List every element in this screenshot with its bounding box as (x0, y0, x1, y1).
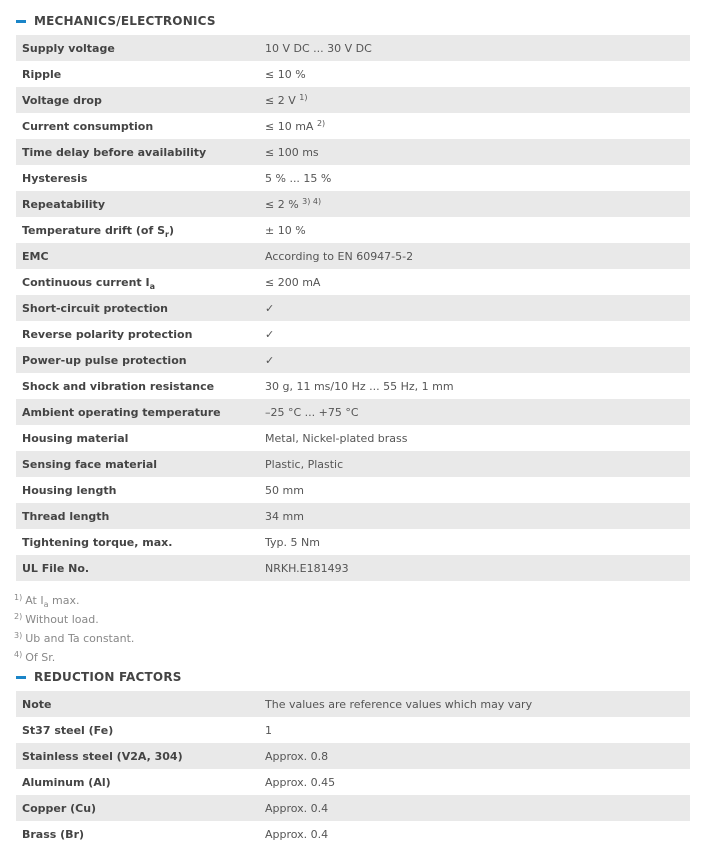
table-row (16, 555, 690, 581)
spec-value-text: 1 (265, 723, 272, 737)
spec-label (16, 191, 265, 217)
table-row (16, 87, 690, 113)
spec-label-text: Aluminum (Al) (22, 775, 111, 789)
spec-value (265, 399, 690, 425)
reduction-table (16, 691, 690, 847)
spec-label (16, 399, 265, 425)
spec-label (16, 821, 265, 847)
spec-label (16, 35, 265, 61)
spec-value (265, 717, 690, 743)
spec-label-subscript: r (165, 229, 169, 239)
table-row (16, 795, 690, 821)
spec-label-text: Ambient operating temperature (22, 405, 221, 419)
spec-value (265, 191, 690, 217)
footnote-text: Of Sr. (25, 651, 56, 664)
table-row (16, 503, 690, 529)
spec-value (265, 35, 690, 61)
spec-label-text: Short-circuit protection (22, 301, 168, 315)
spec-value-text: 50 mm (265, 483, 304, 497)
spec-label-text: Supply voltage (22, 41, 115, 55)
spec-label-text: UL File No. (22, 561, 90, 575)
footnote-text: Without load. (25, 613, 99, 626)
spec-label-text: Brass (Br) (22, 827, 85, 841)
spec-label-text: Thread length (22, 509, 110, 523)
spec-value-text: 34 mm (265, 509, 304, 523)
table-row (16, 399, 690, 425)
mechanics-table (16, 35, 690, 581)
spec-label-suffix: ) (168, 223, 175, 237)
table-row (16, 477, 690, 503)
spec-label (16, 269, 265, 295)
reduction-section-title: REDUCTION FACTORS (34, 670, 182, 684)
spec-label-text: Copper (Cu) (22, 801, 97, 815)
footnote-subscript: a (43, 600, 49, 609)
spec-value-text: ≤ 2 V (265, 93, 296, 107)
table-row (16, 35, 690, 61)
table-row (16, 743, 690, 769)
spec-label-text: Sensing face material (22, 457, 158, 471)
spec-value (265, 691, 690, 717)
spec-value-text: ≤ 10 % (265, 67, 306, 81)
footnote-ref: 3) 4) (302, 196, 322, 206)
reduction-section-header (16, 667, 182, 687)
spec-value-text: ✓ (265, 327, 275, 341)
table-row (16, 529, 690, 555)
spec-label-text: Temperature drift (of S (22, 223, 166, 237)
spec-label (16, 743, 265, 769)
spec-label (16, 217, 265, 243)
spec-label-text: Continuous current I (22, 275, 150, 289)
spec-value (265, 347, 690, 373)
footnote-suffix: max. (48, 594, 80, 607)
table-row (16, 691, 690, 717)
mechanics-section-title: MECHANICS/ELECTRONICS (34, 14, 216, 28)
spec-label-text: Hysteresis (22, 171, 88, 185)
table-row (16, 321, 690, 347)
footnote-ref: 2) (316, 118, 326, 128)
spec-value (265, 269, 690, 295)
table-row (16, 769, 690, 795)
footnote-number: 4) (14, 650, 23, 659)
table-row (16, 295, 690, 321)
spec-value (265, 555, 690, 581)
spec-value (265, 373, 690, 399)
footnote (14, 628, 134, 647)
footnote-text: Ub and Ta constant. (25, 632, 135, 645)
spec-label (16, 529, 265, 555)
spec-value (265, 165, 690, 191)
section-dash-icon (16, 676, 26, 679)
spec-label-text: Repeatability (22, 197, 105, 211)
spec-value (265, 795, 690, 821)
spec-value-text: ✓ (265, 301, 275, 315)
spec-value-text: ≤ 10 mA (265, 119, 314, 133)
spec-value-text: Approx. 0.4 (265, 827, 329, 841)
spec-label-text: St37 steel (Fe) (22, 723, 114, 737)
spec-label-text: Power-up pulse protection (22, 353, 187, 367)
spec-label-subscript: a (149, 281, 155, 291)
spec-value-text: ± 10 % (265, 223, 306, 237)
section-dash-icon (16, 20, 26, 23)
spec-value-text: ≤ 100 ms (265, 145, 319, 159)
spec-value-text: According to EN 60947-5-2 (265, 249, 414, 263)
spec-label (16, 451, 265, 477)
spec-value-text: 30 g, 11 ms/10 Hz ... 55 Hz, 1 mm (265, 379, 454, 393)
spec-label-text: Housing material (22, 431, 129, 445)
footnote-number: 1) (14, 593, 23, 602)
footnote (14, 590, 134, 609)
footnote-ref: 1) (299, 92, 308, 102)
spec-label-text: Current consumption (22, 119, 154, 133)
spec-value (265, 451, 690, 477)
spec-value (265, 769, 690, 795)
spec-label (16, 321, 265, 347)
spec-label (16, 717, 265, 743)
spec-value-text: ≤ 200 mA (265, 275, 321, 289)
mechanics-section-header (16, 11, 216, 31)
spec-value-text: 5 % ... 15 % (265, 171, 332, 185)
spec-value-text: NRKH.E181493 (265, 561, 349, 575)
spec-label (16, 769, 265, 795)
spec-value (265, 113, 690, 139)
spec-label (16, 425, 265, 451)
spec-value-text: ✓ (265, 353, 275, 367)
table-row (16, 347, 690, 373)
spec-value (265, 821, 690, 847)
spec-value-text: Approx. 0.8 (265, 749, 329, 763)
spec-label (16, 165, 265, 191)
table-row (16, 717, 690, 743)
spec-value (265, 503, 690, 529)
spec-label (16, 795, 265, 821)
spec-label-text: Voltage drop (22, 93, 102, 107)
spec-label (16, 61, 265, 87)
table-row (16, 191, 690, 217)
spec-label (16, 347, 265, 373)
table-row (16, 269, 690, 295)
spec-label (16, 477, 265, 503)
table-row (16, 139, 690, 165)
footnotes (14, 590, 134, 666)
spec-label-text: Time delay before availability (22, 145, 207, 159)
table-row (16, 373, 690, 399)
table-row (16, 113, 690, 139)
spec-value (265, 243, 690, 269)
spec-value (265, 743, 690, 769)
footnote-text: At I (25, 594, 44, 607)
spec-value (265, 87, 690, 113)
table-row (16, 217, 690, 243)
footnote (14, 609, 134, 628)
footnote (14, 647, 134, 666)
spec-value-text: Metal, Nickel-plated brass (265, 431, 408, 445)
spec-label (16, 87, 265, 113)
spec-label-text: Reverse polarity protection (22, 327, 193, 341)
spec-label (16, 373, 265, 399)
spec-value-text: The values are reference values which may vary (265, 697, 533, 711)
spec-label-text: EMC (22, 249, 49, 263)
spec-value-text: Plastic, Plastic (265, 457, 344, 471)
spec-value-text: ≤ 2 % (265, 197, 299, 211)
footnote-number: 3) (14, 631, 23, 640)
table-row (16, 451, 690, 477)
spec-label-text: Housing length (22, 483, 117, 497)
spec-label (16, 503, 265, 529)
spec-label (16, 555, 265, 581)
spec-value (265, 529, 690, 555)
spec-value-text: Approx. 0.45 (265, 775, 336, 789)
spec-label (16, 139, 265, 165)
spec-value (265, 477, 690, 503)
spec-value (265, 321, 690, 347)
spec-value-text: Approx. 0.4 (265, 801, 329, 815)
table-row (16, 821, 690, 847)
spec-value (265, 425, 690, 451)
spec-value-text: Typ. 5 Nm (265, 535, 320, 549)
spec-label-text: Ripple (22, 67, 62, 81)
footnote-number: 2) (14, 612, 23, 621)
spec-value (265, 295, 690, 321)
spec-value-text: –25 °C ... +75 °C (265, 405, 359, 419)
spec-label-text: Note (22, 697, 52, 711)
spec-label (16, 113, 265, 139)
spec-value (265, 217, 690, 243)
spec-value (265, 61, 690, 87)
spec-label-text: Tightening torque, max. (22, 535, 173, 549)
table-row (16, 165, 690, 191)
spec-label-text: Stainless steel (V2A, 304) (22, 749, 183, 763)
spec-label-text: Shock and vibration resistance (22, 379, 215, 393)
spec-label (16, 243, 265, 269)
spec-value (265, 139, 690, 165)
spec-value-text: 10 V DC ... 30 V DC (265, 41, 372, 55)
table-row (16, 243, 690, 269)
table-row (16, 425, 690, 451)
spec-label (16, 295, 265, 321)
spec-label (16, 691, 265, 717)
table-row (16, 61, 690, 87)
